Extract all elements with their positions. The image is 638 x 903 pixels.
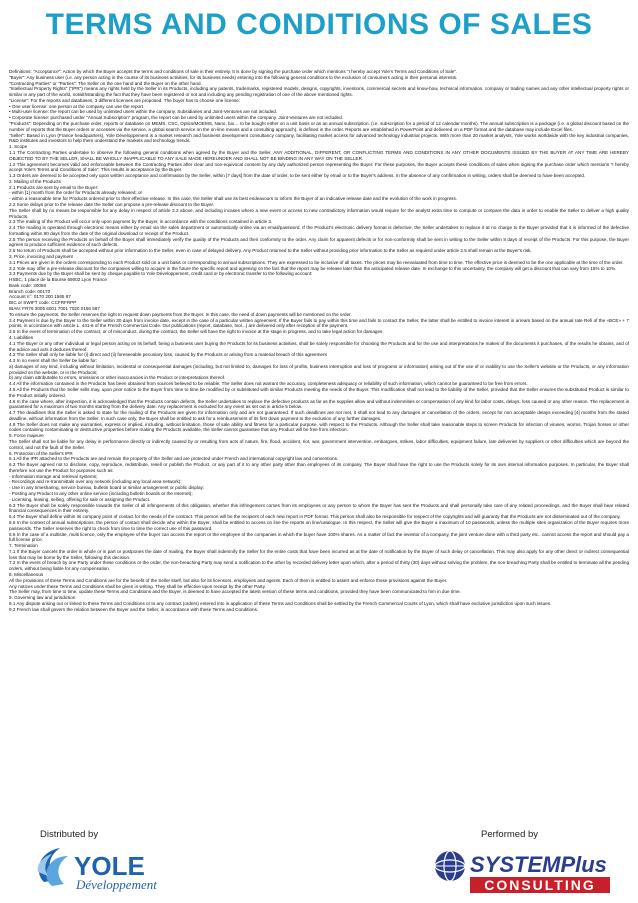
terms-paragraph: 6.4 The Buyer shall define within its company point of contact for the needs of the contract. This person will be the recipient of each new report in PDF format. This person shall also be responsible for respect of the copyrights and will guaranty that the Products are not disseminated out of the company. (9, 514, 621, 520)
page-title: TERMS AND CONDITIONS OF SALES (45, 8, 593, 41)
terms-paragraph: 2.5 The person receiving the Products on behalf of the Buyer shall immediately verify the quality of the Products and their conformity to the order. Any claim for apparent defects or for non-conformity shall be sent in writing to the Seller within 8 days of receipt of the Products. For this purpose, the Buyer agrees to produce sufficient evidence of such defects. (9, 236, 629, 248)
system-plus-logo-text: SYSTEMPlus (470, 852, 607, 877)
terms-paragraph: • Multi-user license: the report can be used by unlimited users within the company. Subsidiaries and Joint-Ventures are not included. (9, 109, 278, 115)
terms-paragraph: To ensure the payments, the Seller reserves the right to request down payments from the Buyer. In this case, the need of down payments will be mentioned on the order. (9, 311, 352, 317)
terms-paragraph: Branch code: 00170 (9, 288, 51, 294)
performed-by-label: Performed by (481, 829, 539, 840)
terms-paragraph: 6.2 The Buyer agreed not to disclose, copy, reproduce, redistribute, resell or publish the Product, or any part of it to any other party other than employees of its company. The Buyer shall have the right to use the Products solely for its own internal information purposes. In particular, the Buyer shall therefore not use the Product for purposes such as: (9, 462, 629, 473)
terms-paragraph: 3.2 Yole may offer a pre-release discount for the companies willing to acquire in the future the specific report and agreeing on the fact that the report may be release later than the anticipated release date. In exchange to this uncertainty, the company will get a discount that can vary from 15% to 10%. (9, 265, 617, 271)
terms-paragraph: 8. Miscellaneous (9, 571, 44, 577)
terms-paragraph: 3.4 Payment is due by the Buyer to the Seller within 30 days from invoice date, except in the case of a particular written agreement. If the Buyer fails to pay within this time and fails to contact the Seller, the latter shall be entitled to invoice interest in arrears based on the annual rate Refi of the «BCE» + 7 points, in accordance with article L. 441-6 of the French Commercial Code. Our publications (report, database, tool...) are delivered only after reception of the payment. (9, 317, 629, 329)
yole-logo (30, 842, 190, 894)
terms-paragraph: 1.2 This agreement becomes valid and enforceable between the Contracting Parties after clear and non-equivocal consent by any duly authorized person representing the Buyer. For these purposes, the Buyer accepts these conditions of sales when signing the purchase order which mentions "I hereby accept Yole's Terms and Conditions of Sale". This results in acceptance by the Buyer. (9, 161, 629, 173)
terms-paragraph: 9.2 French law shall govern the relation between the Buyer and the Seller, in accordance with these Terms and Conditions. (9, 606, 259, 612)
terms-paragraph: 2.1 Products are sent by email to the Buyer: (9, 184, 99, 190)
yole-swirl-icon (38, 848, 68, 886)
terms-paragraph: 9. Governing law and jurisdiction (9, 595, 76, 601)
terms-paragraph: 7. Termination (9, 543, 38, 549)
terms-paragraph: 4.5 All the Products that the Seller sells may, upon prior notice to the Buyer from time to time be modified by or substituted with similar Products meeting the needs of the Buyer. This modification shall not lead to the liability of the Seller, provided that the Seller ensures the substituted Product is similar to the Product initially ordered. (9, 386, 629, 398)
terms-paragraph: "Contracting Parties" or "Parties": The Seller on the one hand and the Buyer on the other hand. (9, 80, 202, 86)
terms-paragraph: "Intellectual Property Rights" ("IPR") means any rights held by the Seller in its Products, including any patents, trademarks, registered models, designs, copyrights, inventions, commercial secrets and know-how, technical information, company or trading names and any other intellectual property rights or similar in any part of the world, notwithstanding the fact that they have been registered or not and including any pending registration of one of the above mentioned rights. (9, 86, 629, 98)
terms-paragraph: - Licensing, leasing, selling, offering for sale or assigning the Product. (9, 496, 151, 502)
terms-paragraph: - Information storage and retrieval systems; (9, 473, 98, 479)
terms-paragraph: 7.1 If the Buyer cancels the order in whole or in part or postpones the date of mailing, the Buyer shall indemnify the Seller for the entire costs that have been incurred as at the date of notification by the Buyer of such delay or cancellation. This may also apply for any other direct or indirect consequential loss that may be borne by the Seller, following this decision. (9, 548, 629, 560)
terms-paragraph: 4.8 The Seller does not make any warranties, express or implied, including, without limitation, those of sale ability and fitness for a particular purpose, with respect to the Products. Although the Seller shall take reasonable steps to screen Products for infection of viruses, worms, Trojan horses or other codes containing contaminating or destructive properties before making the Products available, the Seller cannot guarantee that any Product will be free from infection. (9, 421, 629, 433)
terms-paragraph: 1. Scope (9, 144, 28, 150)
terms-paragraph: 4.7 The deadlines that the Seller is asked to state for the mailing of the Products are given for information only and are not guaranteed. If such deadlines are not met, it shall not lead to any damages or cancellation of the orders, except for non acceptable delays exceeding [4] months from the stated deadline, without information from the Seller. In such case only, the Buyer shall be entitled to ask for a reimbursement of its first down payment to the exclusion of any further damages. (9, 410, 629, 421)
terms-paragraph: 2.6 No return of Products shall be accepted without prior information to the Seller, even in case of delayed delivery. Any Product returned to the Seller without providing prior information to the Seller as required under article 2.5 shall remain at the Buyer's risk. (9, 248, 532, 254)
terms-paragraph: 2.4 The mailing is operated through electronic means either by email via the sales department or automatically online via an email/password. If the Product's electronic delivery format is defective, the Seller undertakes to replace it at no charge to the Buyer provided that it is informed of the defective formatting within 90 days from the date of the original download or receipt of the Product. (9, 225, 629, 236)
terms-paragraph: 3. Price, invoicing and payment (9, 254, 73, 259)
terms-paragraph: The Seller may, from time to time, update these Terms and Conditions and the Buyer, is deemed to have accepted the latest version of these terms and conditions, provided they have been communicated to him in due time. (9, 589, 461, 595)
terms-paragraph: 4.6 In the case where, after inspection, it is acknowledged that the Products contain defects, the Seller undertakes to replace the defective products as far as the supplies allow and without indemnities or compensation of any kind for labor costs, delays, loss caused or any other reason. The replacement is guaranteed for a maximum of two months starting from the delivery date. Any replacement is excluded for any event as set out in article 5 below. (9, 398, 629, 410)
terms-paragraph: 6.6 In the case of a multisite, multi licence, only the employee of the buyer can access the report or the employee of the companies in which the buyer have 100% shares. As a matter of fact the investor of a company, the joint venture done with a third party etc.. cannot access the report and should pay a full license price. (9, 531, 629, 543)
terms-paragraph: 4.3 In no event shall the Seller be liable for: (9, 358, 98, 364)
terms-paragraph: 4.1 The Buyer or any other individual or legal person acting on its behalf, being a business user buying the Products for its business activities, shall be solely responsible for choosing the Products and for the use and interpretations he makes of the documents it purchases, of the results he obtains, and of the advice and acts it deduces thereof. (9, 340, 629, 352)
terms-paragraph: Any notices under these Terms and Conditions shall be given in writing. They shall be effective upon receipt by the other Party. (9, 583, 266, 589)
terms-paragraph: 6.1 All the IPR attached to the Products are and remain the property of the Seller and are protected under French and international copyright law and conventions. (9, 456, 339, 462)
terms-paragraph: b) any claim attributable to errors, omissions or other inaccuracies in the Product or interpretations thereof. (9, 375, 226, 381)
terms-paragraph: 4.2 The Seller shall only be liable for (i) direct and (ii) foreseeable pecuniary loss, caused by the Products or arising from a material breach of this agreement (9, 352, 327, 358)
terms-paragraph: 4.4 All the information contained in the Products has been obtained from sources believed to be reliable. The Seller does not warrant the accuracy, completeness adequacy or reliability of such information, which cannot be guaranteed to be free from errors. (9, 381, 528, 387)
terms-paragraph: 3.5 In the event of termination of the contract, or of misconduct, during the contract, the Seller will have the right to invoice at the stage in progress, and to take legal action for damages. (9, 329, 384, 335)
terms-paragraph: 2.3 The mailing of the Product will occur only upon payment by the Buyer, in accordance with the conditions contained in article 3. (9, 219, 273, 225)
terms-paragraph: IBAN: FR76 3005 6001 7001 7020 0156 587 (9, 306, 100, 312)
terms-paragraph: 6.5 In the context of annual subscriptions, the person of contact shall decide who within the Buyer, shall be entitled to access on line the reports on line/catalogue. In this respect, the Seller will give the Buyer a maximum of 10 passwords, unless the multiple sites organization of the Buyer requires more passwords. The Seller reserves the right to check from time to time the correct use of this password. (9, 519, 629, 531)
terms-paragraph: • One user license: one person at the company can use the report. (9, 103, 145, 109)
terms-paragraph: The Seller shall not be liable for any delay in performance directly or indirectly caused by or resulting from acts of nature, fire, flood, accident, riot, war, government intervention, embargoes, strikes, labor difficulties, equipment failure, late deliveries by suppliers or other difficulties which are beyond the control, and not the fault of the Seller. (9, 439, 629, 450)
terms-paragraph: 4. Liabilities (9, 334, 34, 340)
terms-paragraph: HSBC, 1 place de la Bourse 69002 Lyon France (9, 277, 107, 283)
terms-paragraph: • Corporate license: purchased under "Annual Subscription" program, the report can be used by unlimited users within the company. Joint-Ventures are not included. (9, 115, 343, 121)
terms-paragraph: BIC or SWIFT code: CCFRFRPP (9, 300, 77, 306)
terms-paragraph: 6. Protection of the Seller's IPR (9, 450, 73, 456)
terms-paragraph: Definitions: "Acceptance": Action by which the Buyer accepts the terms and conditions of sale in their entirety. It is done by signing the purchase order which mentions "I hereby accept Yole's Terms and Conditions of Sale". (9, 69, 458, 74)
terms-paragraph: "Products": Depending on the purchase order, reports or database on MEMS, CSC, Optics/MOEMS, Nano, bio… to be bought either on a unit basis or as an annual subscription. (i.e. subscription for a period of 12 calendar months). The annual subscription is a package (i.e. a global discount based on the number of reports that the Buyer orders or accesses via the service, a global search service on the on-line means and a consulting approach), is defined in the order. Reports are established in PowerPoint and delivered on a PDF format and the database may include Excel files. (9, 121, 629, 132)
terms-paragraph: Account n°: 0170 200 1565 87 (9, 294, 71, 300)
terms-paragraph: - within a reasonable time for Products ordered prior to their effective release. In this case, the Seller shall use its best endeavours to inform the Buyer of an indicative release date and the evolution of the work in progress. (9, 196, 458, 202)
terms-paragraph: 1.3 Orders are deemed to be accepted only upon written acceptance and confirmation by the Seller, within [7 days] from the date of order, to be sent either by email or to the Buyer's address. In the absence of any confirmation in writing, orders shall be deemed to have been accepted. (9, 173, 586, 179)
terms-paragraph: 9.1 Any dispute arising out or linked to these Terms and Conditions or to any contract (orders) entered into in application of these Terms and Conditions shall be settled by the French Commercial Courts of Lyon, which shall have exclusive jurisdiction upon such issues. (9, 600, 552, 606)
terms-paragraph: - Posting any Product to any other online service (including bulletin boards or the Internet); (9, 491, 193, 497)
globe-icon (435, 851, 465, 881)
terms-paragraph: - Use in any timesharing, service bureau, bulletin board or similar arrangement or public display; (9, 485, 205, 491)
terms-paragraph: 7.2 In the event of breach by one Party under these conditions or the order, the non-breaching Party may send a notification to the other by recorded delivery letter upon which, after a period of thirty (30) days without solving the problem, the non-breaching Party shall be entitled to terminate all the pending orders, without being liable for any compensation. (9, 560, 629, 572)
terms-paragraph: "License": For the reports and databases, 3 different licenses are proposed. The buyer has to choose one license: (9, 97, 241, 103)
terms-paragraph: 3.3 Payments due by the Buyer shall be sent by cheque payable to Yole Développement, credit card or by electronic transfer to the following account: (9, 271, 313, 277)
terms-paragraph: 6.3 The Buyer shall be solely responsible towards the Seller of all infringements of this obligation, whether this infringement comes from its employees or any person to whom the Buyer has sent the Products and shall personally take care of any related proceedings, and the Buyer shall bear related financial consequences in their entirety. (9, 502, 629, 514)
distributed-by-label: Distributed by (40, 829, 99, 840)
terms-paragraph: All the provisions of these Terms and Conditions are for the benefit of the Seller itself, but also for its licensors, employees and agents. Each of them is entitled to assert and enforce those provisions against the Buyer. (9, 577, 448, 583)
terms-paragraph: a) damages of any kind, including without limitation, incidental or consequential damages (including, but not limited to, damages for loss of profits, business interruption and loss of programs or information) arising out of the use of or inability to use the Seller's website or the Products, or any information provided on the website, or in the Products; (9, 363, 629, 375)
terms-paragraph: 2. Mailing of the Products (9, 178, 61, 184)
terms-paragraph: "Seller": Based in Lyon (France headquarters), Yole Développement is a market research and business development consultancy company, facilitating market access for advanced technology industrial projects. With more than 20 market analysts, Yole works worldwide with the key industrial companies, R&D institutes and investors to help them understand the markets and technology trends. (9, 132, 629, 144)
terms-paragraph: The Seller shall by no means be responsible for any delay in respect of article 2.2 above, and including incases where a new event or access to new contradictory information would require for the analyst extra time to compute or compare the data in order to enable the Seller to deliver a high quality Products. (9, 207, 629, 219)
yole-logo-sub: Développement (76, 877, 157, 892)
terms-paragraph: 1.1 The Contracting Parties undertake to observe the following general conditions when agreed by the Buyer and the Seller. ANY ADDITIONAL, DIFFERENT, OR CONFLICTING TERMS AND CONDITIONS IN ANY OTHER DOCUMENTS ISSUED BY THE BUYER AT ANY TIME ARE HEREBY OBJECTED TO BY THE SELLER, SHALL BE WHOLLY INAPPLICABLE TO ANY SALE MADE HEREUNDER AND SHALL NOT BE BINDING IN ANY WAY ON THE SELLER. (9, 149, 629, 161)
terms-paragraph: "Buyer": Any business user (i.e. any person acting in the course of its business activities, for its business needs) entering into the following general conditions to the exclusion of consumers acting in their personal interests. (9, 74, 458, 80)
terms-body (9, 69, 629, 612)
terms-paragraph: 3.1 Prices are given in the orders corresponding to each Product sold on a unit basis or corresponding to annual subscriptions. They are expressed to be inclusive of all taxes. The prices may be reevaluated from time to time. The effective price is deemed to be the one applicable at the time of the order. (9, 259, 624, 265)
terms-paragraph: 2.2 Some delays prior to the release date the Seller can propose a pre-release discount to the Buyer. (9, 201, 215, 207)
terms-paragraph: Bank code: 30056 (9, 282, 47, 288)
terms-paragraph: - within [1] month from the order for Products already released; or (9, 190, 143, 196)
yole-logo-text: YOLE (74, 851, 145, 881)
system-plus-logo (428, 842, 628, 898)
consulting-logo-text: CONSULTING (484, 877, 596, 893)
terms-paragraph: 5. Force majeure (9, 433, 44, 439)
terms-paragraph: - Recordings and re-transmittals over any network (including any local area network); (9, 479, 182, 485)
